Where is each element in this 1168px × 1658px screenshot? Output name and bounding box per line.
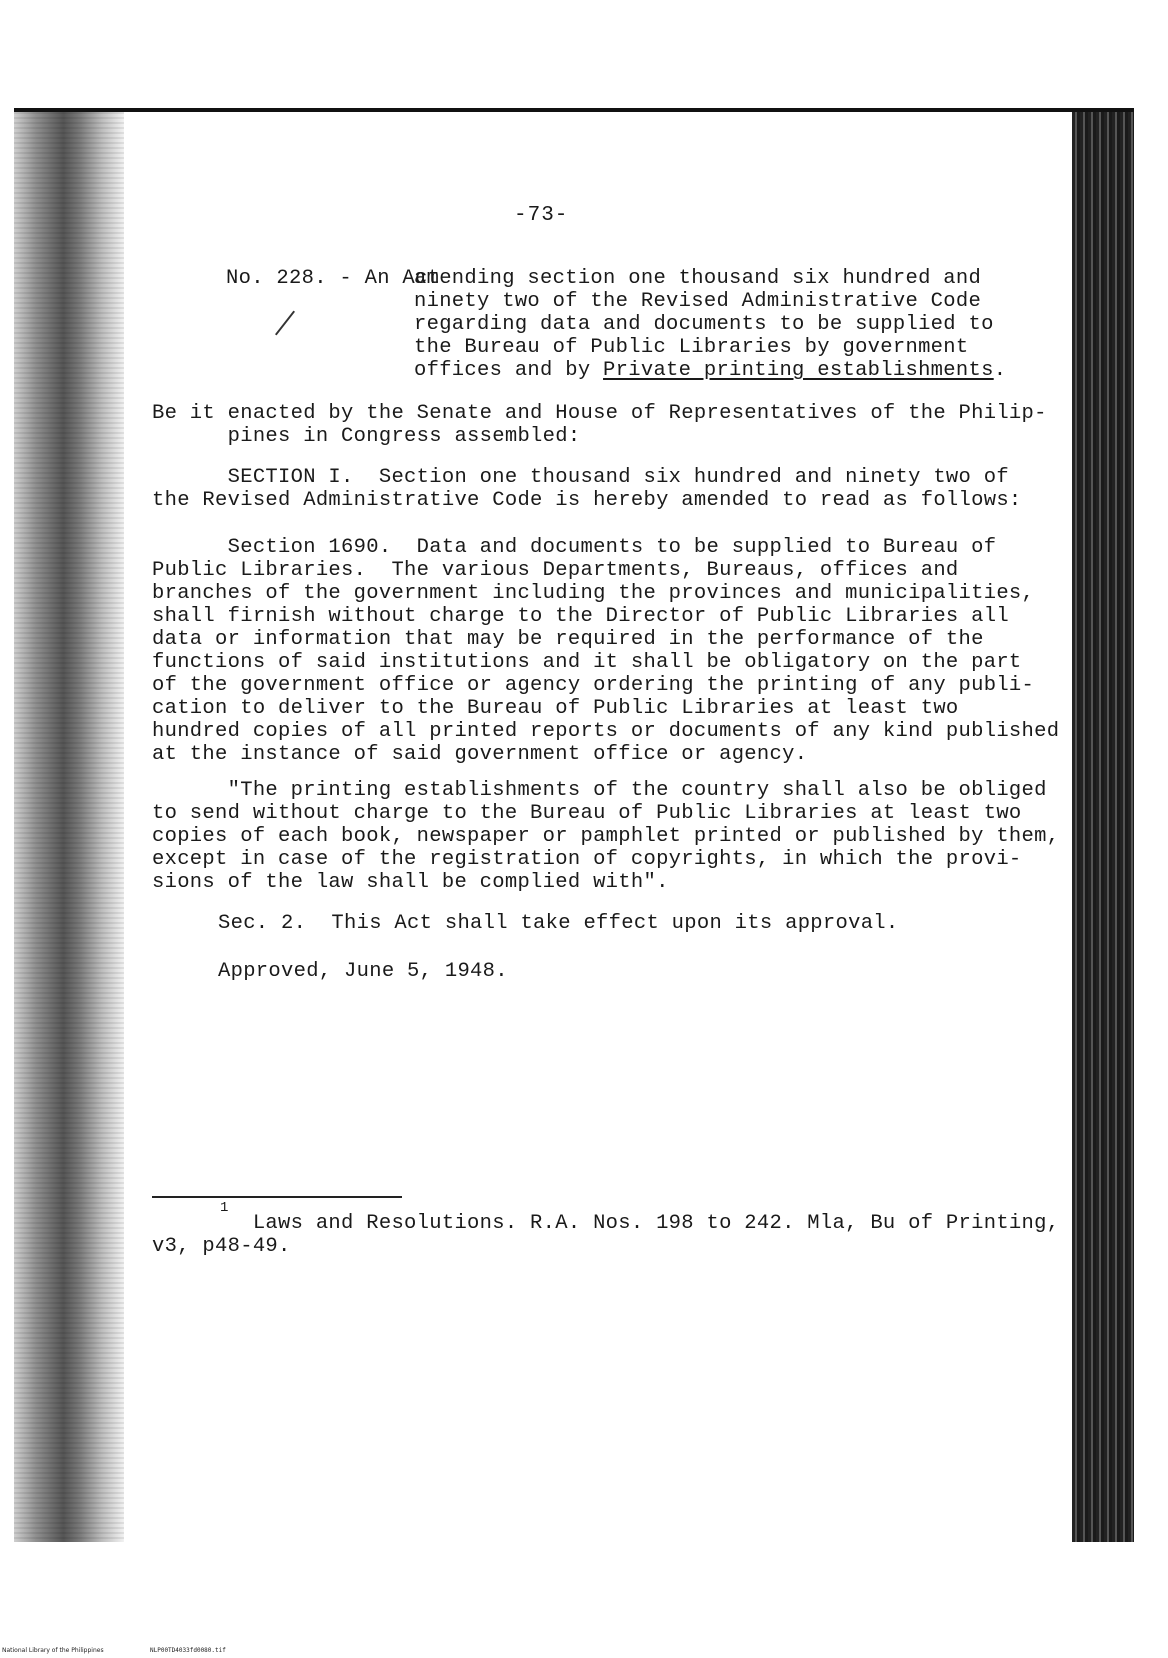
act-title-line: regarding data and documents to be supplied to — [414, 313, 994, 336]
enacting-clause-line: pines in Congress assembled: — [152, 425, 581, 448]
footnote-divider — [152, 1196, 402, 1198]
section-1690-line: cation to deliver to the Bureau of Public Libraries at least two — [152, 697, 959, 720]
footnote-marker: 1 — [220, 1200, 229, 1216]
section-two: Sec. 2. This Act shall take effect upon its approval. — [218, 912, 899, 935]
printing-paragraph-line: to send without charge to the Bureau of Public Libraries at least two — [152, 802, 1022, 825]
section-1690-line: of the government office or agency ordering the printing of any publi- — [152, 674, 1035, 697]
book-binding-shadow-left — [14, 112, 124, 1542]
section-1690 — [152, 536, 1059, 766]
act-title-line: offices and by — [414, 359, 604, 382]
act-title-line: the Bureau of Public Libraries by government — [414, 336, 969, 359]
act-title-end: . — [993, 359, 1007, 382]
printing-paragraph-line: copies of each book, newspaper or pamphlet printed or published by them, — [152, 825, 1060, 848]
section-1690-line: data or information that may be required in the performance of the — [152, 628, 984, 651]
act-title — [414, 267, 1006, 382]
section-1690-line: Public Libraries. The various Departments, Bureaus, offices and — [152, 559, 959, 582]
book-binding-shadow-right — [1072, 112, 1134, 1542]
section-one-line: SECTION I. Section one thousand six hundred and ninety two of — [152, 466, 1009, 489]
printing-establishments-paragraph — [152, 779, 1059, 894]
page-number: -73- — [514, 204, 569, 227]
enacting-clause — [152, 402, 1047, 448]
section-1690-line: Section 1690. Data and documents to be supplied to Bureau of — [152, 536, 997, 559]
act-title-line: ninety two of the Revised Administrative Code — [414, 290, 982, 313]
scanned-page — [14, 108, 1134, 1542]
scan-file-id: NLP00TD4033fd0080.tif — [150, 1647, 226, 1654]
section-one — [152, 466, 1022, 512]
printing-paragraph-line: sions of the law shall be complied with". — [152, 871, 669, 894]
section-1690-line: functions of said institutions and it shall be obligatory on the part — [152, 651, 1022, 674]
section-one-line: the Revised Administrative Code is hereby amended to read as follows: — [152, 489, 1022, 512]
footnote-line: v3, p48-49. — [152, 1235, 291, 1258]
section-1690-line: shall firnish without charge to the Director of Public Libraries all — [152, 605, 1009, 628]
pencil-mark — [275, 311, 295, 336]
section-1690-line: hundred copies of all printed reports or documents of any kind published — [152, 720, 1060, 743]
printing-paragraph-line: except in case of the registration of copyrights, in which the provi- — [152, 848, 1022, 871]
approval-date: Approved, June 5, 1948. — [218, 960, 508, 983]
scan-credit-library: National Library of the Philippines — [2, 1647, 104, 1654]
section-1690-line: branches of the government including the provinces and municipalities, — [152, 582, 1035, 605]
footnote — [152, 1212, 1059, 1258]
footnote-line: Laws and Resolutions. R.A. Nos. 198 to 242. Mla, Bu of Printing, — [152, 1212, 1060, 1235]
act-title-line: amending section one thousand six hundred and — [414, 267, 982, 290]
enacting-clause-line: Be it enacted by the Senate and House of Representatives of the Philip- — [152, 402, 1047, 425]
act-number-heading: No. 228. - An Act — [226, 267, 441, 290]
act-title-underlined: Private printing establishments — [603, 359, 994, 382]
section-1690-line: at the instance of said government office or agency. — [152, 743, 808, 766]
printing-paragraph-line: "The printing establishments of the country shall also be obliged — [152, 779, 1047, 802]
act-title-last-line — [414, 359, 1006, 382]
